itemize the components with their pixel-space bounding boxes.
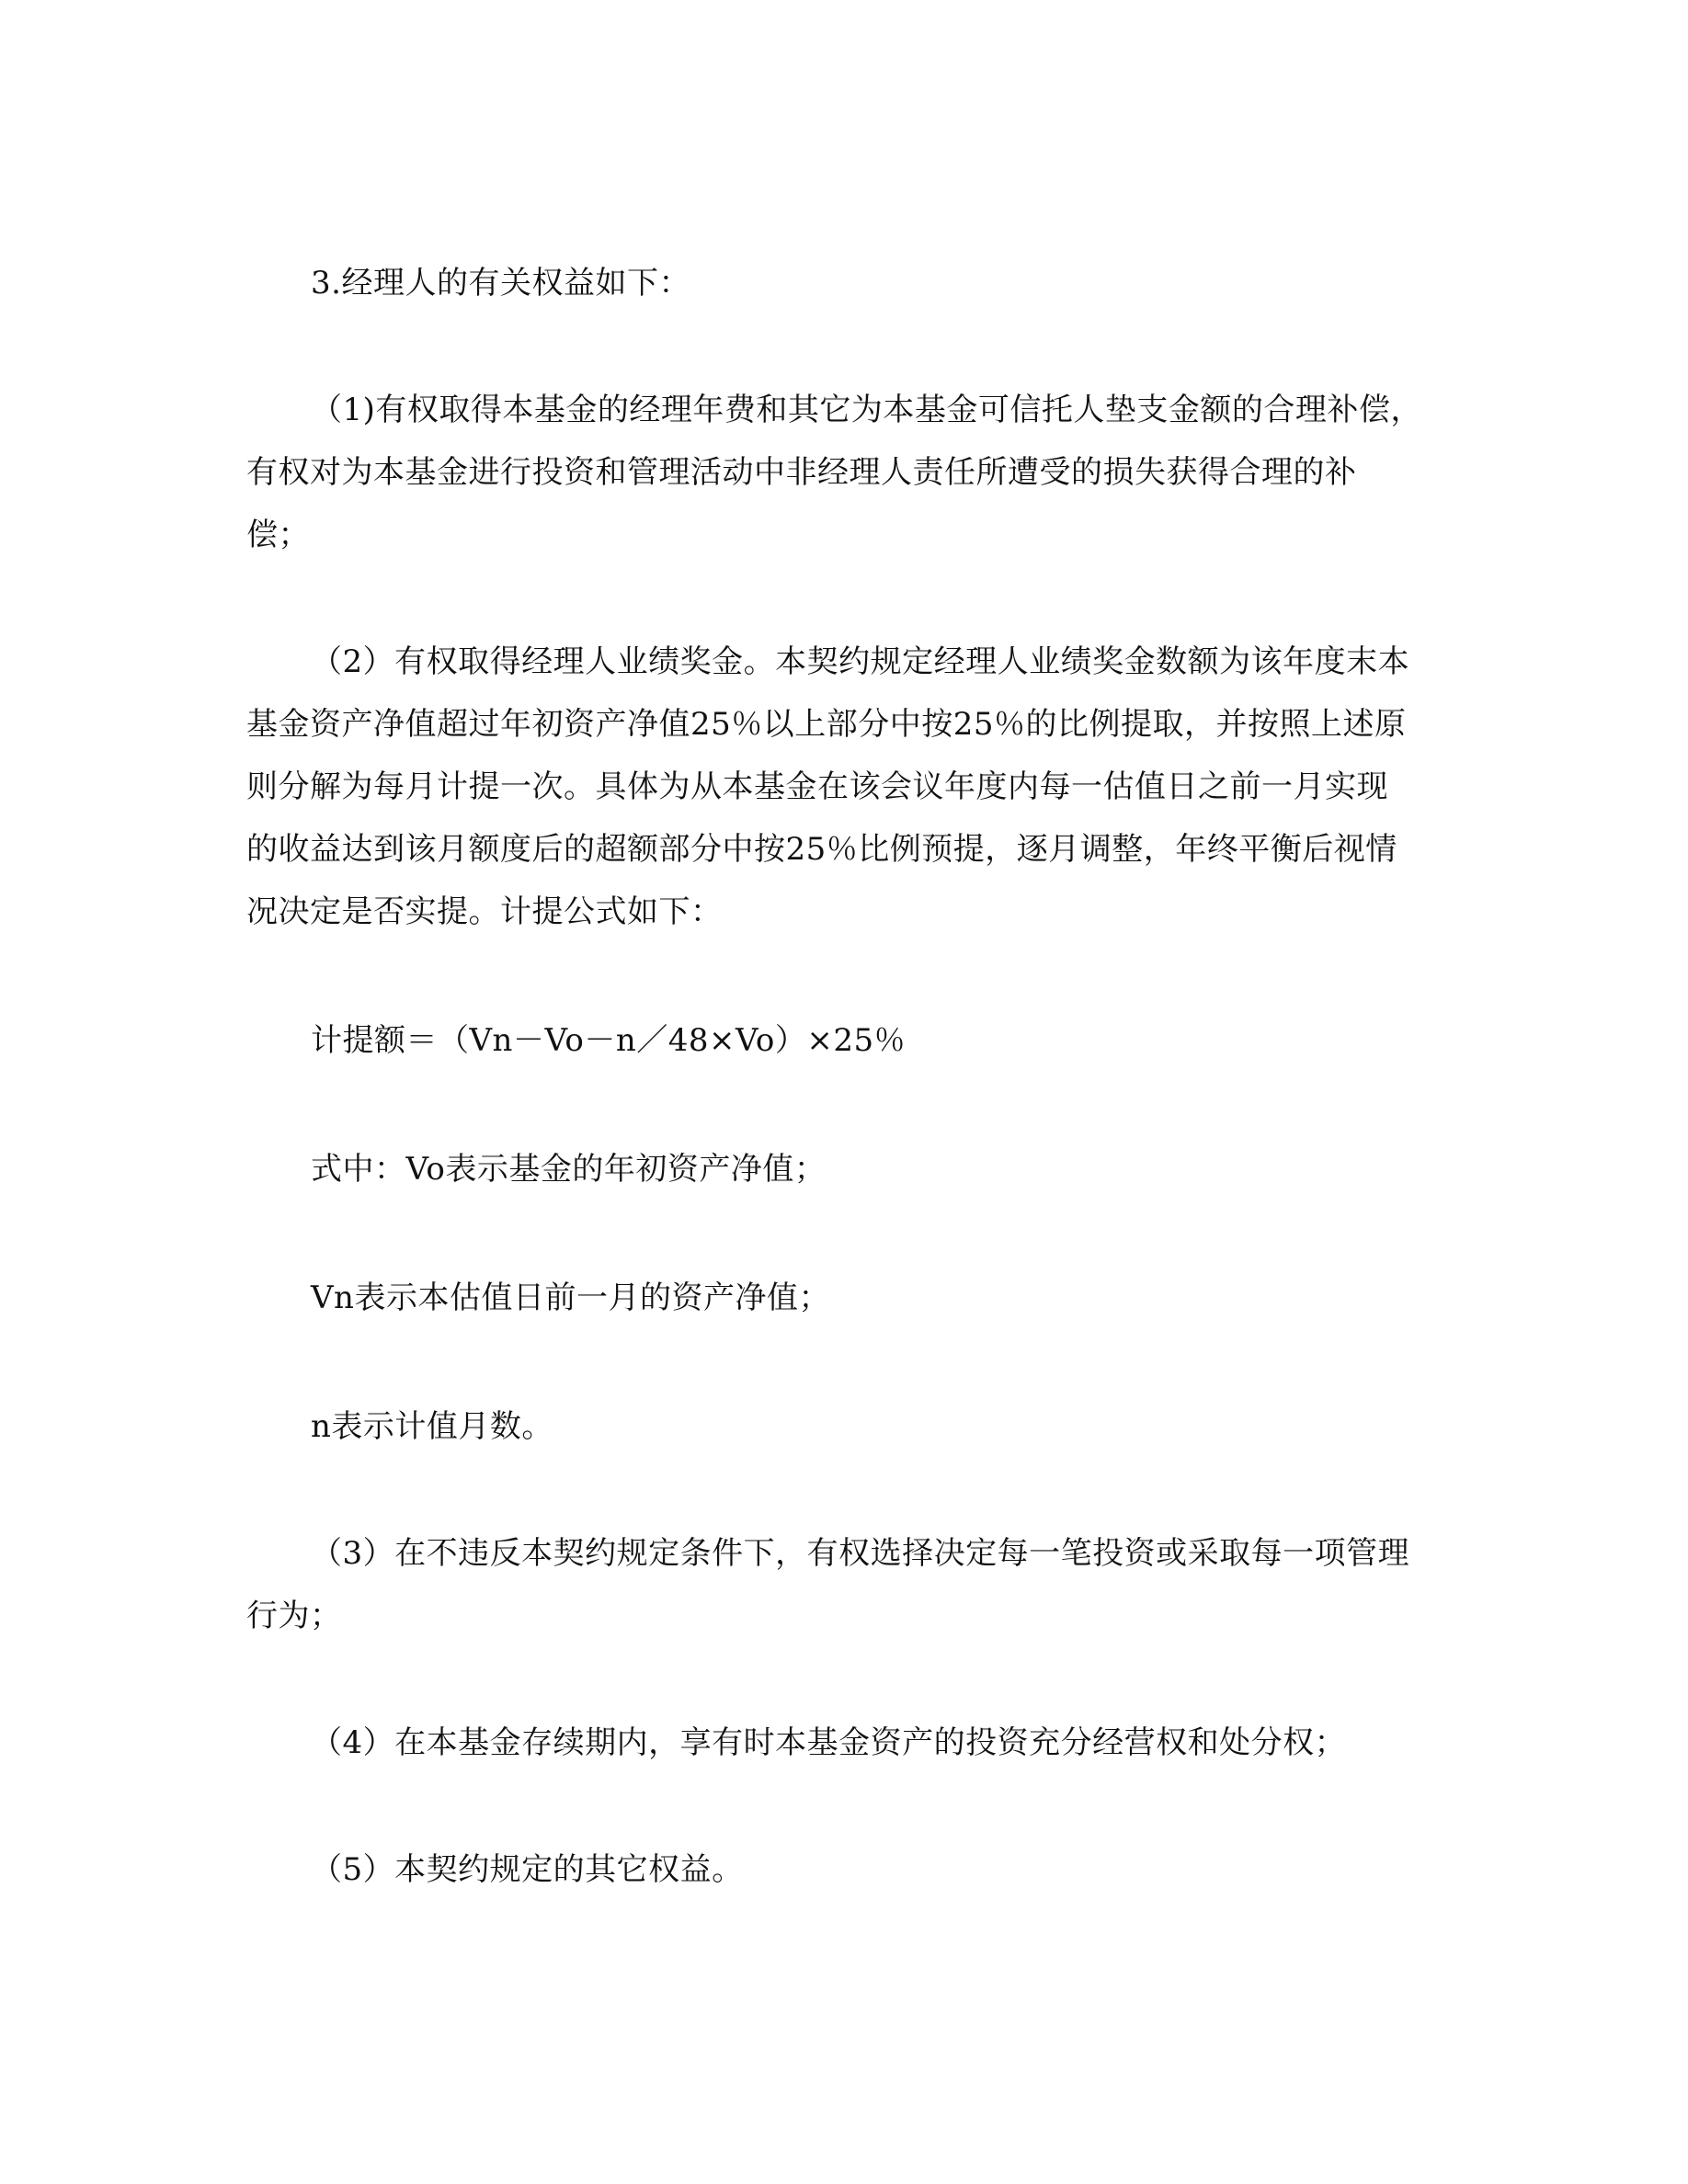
item-2-line-5: 况决定是否实提。计提公式如下：	[246, 893, 723, 930]
item-3-line-1: （3）在不违反本契约规定条件下，有权选择决定每一笔投资或采取每一项管理	[311, 1535, 1410, 1572]
definition-vn: Vn表示本估值日前一月的资产净值；	[311, 1280, 830, 1316]
item-1-line-2: 有权对为本基金进行投资和管理活动中非经理人责任所遭受的损失获得合理的补	[246, 454, 1357, 491]
definition-n: n表示计值月数。	[311, 1408, 553, 1445]
item-5: （5）本契约规定的其它权益。	[311, 1851, 744, 1888]
item-2-line-1: （2）有权取得经理人业绩奖金。本契约规定经理人业绩奖金数额为该年度末本	[311, 643, 1410, 680]
section-heading: 3.经理人的有关权益如下：	[311, 265, 690, 301]
item-2-line-2: 基金资产净值超过年初资产净值25％以上部分中按25％的比例提取，并按照上述原	[246, 706, 1407, 743]
formula: 计提额＝（Vn－Vo－n／48×Vo）×25％	[311, 1022, 907, 1059]
item-3-line-2: 行为；	[246, 1598, 342, 1634]
item-1-line-3: 偿；	[246, 517, 310, 553]
item-4: （4）在本基金存续期内，享有时本基金资产的投资充分经营权和处分权；	[311, 1724, 1347, 1761]
definition-vo: 式中：Vo表示基金的年初资产净值；	[311, 1151, 827, 1188]
item-2-line-4: 的收益达到该月额度后的超额部分中按25％比例预提，逐月调整，年终平衡后视情	[246, 831, 1397, 868]
item-2-line-3: 则分解为每月计提一次。具体为从本基金在该会议年度内每一估值日之前一月实现	[246, 768, 1388, 805]
item-1-line-1: （1)有权取得本基金的经理年费和其它为本基金可信托人垫支金额的合理补偿，	[311, 392, 1422, 428]
